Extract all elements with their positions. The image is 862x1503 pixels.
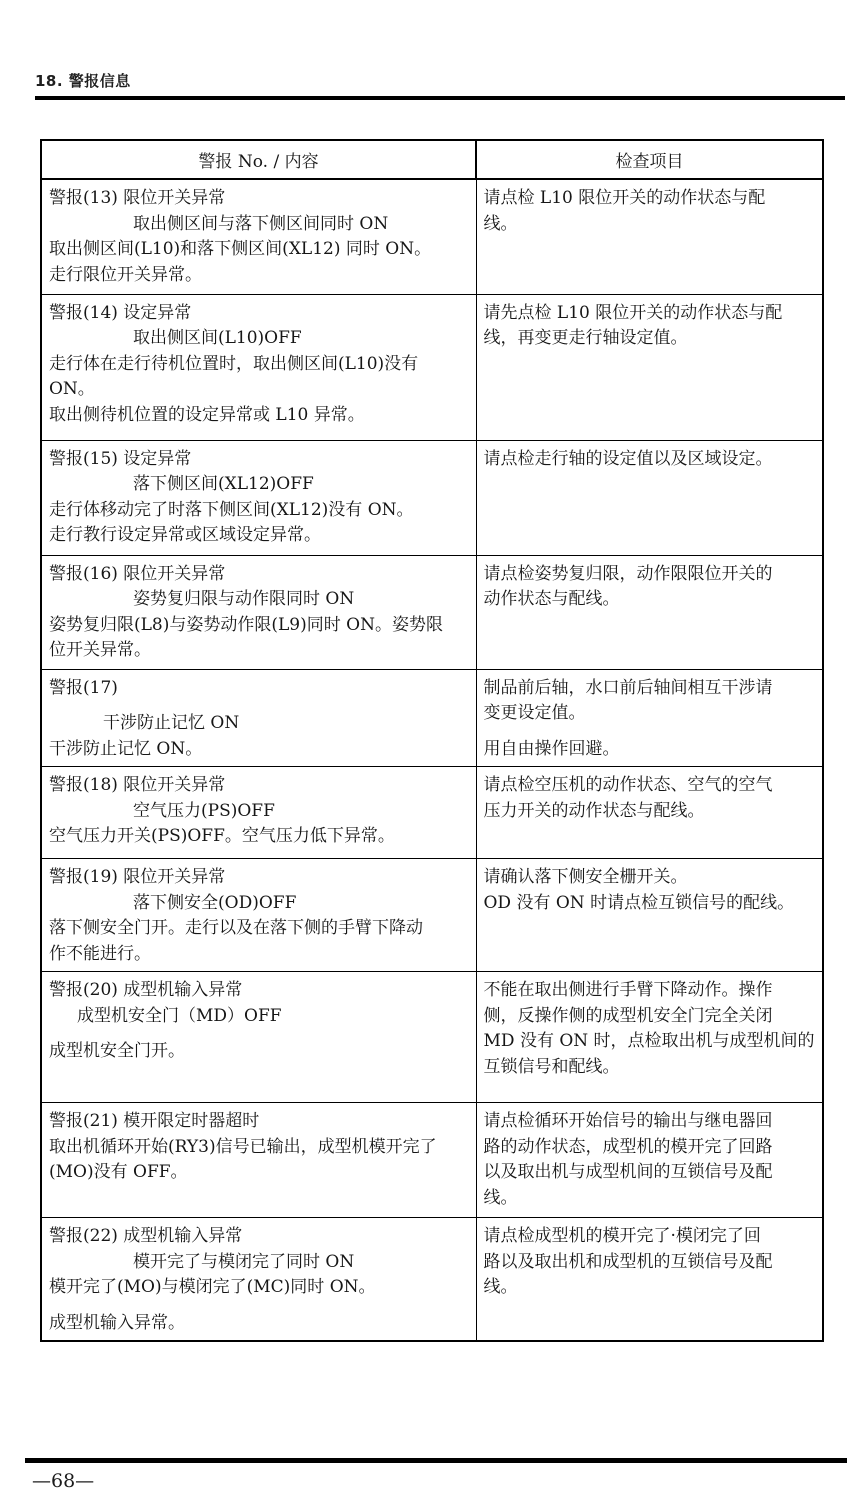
alarm-subtitle: 干涉防止记忆 ON xyxy=(103,713,240,733)
alarm-cell xyxy=(41,555,476,669)
check-item-line: 请点检空压机的动作状态、空气的空气 xyxy=(483,775,773,795)
text-line: 取出侧区间(L10)和落下侧区间(XL12) 同时 ON。 xyxy=(49,239,432,259)
alarm-cell xyxy=(41,669,476,767)
check-cell xyxy=(476,669,823,767)
check-cell xyxy=(476,179,823,294)
alarm-cell xyxy=(41,767,476,859)
alarm-title: 警报(15) 设定异常 xyxy=(49,448,192,469)
text-line: 落下侧安全门开。走行以及在落下侧的手臂下降动 xyxy=(49,918,423,938)
text-line: 走行教行设定异常或区域设定异常。 xyxy=(49,525,321,545)
check-cell xyxy=(476,1103,823,1218)
alarm-title: 警报(17) xyxy=(49,677,118,698)
alarm-cell xyxy=(41,179,476,294)
check-item-line: 以及取出机与成型机间的互锁信号及配 xyxy=(483,1162,773,1182)
text-line: 取出机循环开始(RY3)信号已输出，成型机模开完了 xyxy=(49,1136,437,1157)
alarm-title: 警报(21) 模开限定时器超时 xyxy=(49,1111,260,1131)
table-row xyxy=(41,972,823,1103)
header-cell-check: 检查项目 xyxy=(476,140,823,179)
text-line: 取出侧待机位置的设定异常或 L10 异常。 xyxy=(49,404,365,425)
check-item-line: 线。 xyxy=(483,1277,518,1297)
check-item-line: 制品前后轴，水口前后轴间相互干涉请 xyxy=(483,677,773,698)
table-row xyxy=(41,440,823,555)
table-row xyxy=(41,1103,823,1218)
text-line: 走行体在走行待机位置时，取出侧区间(L10)没有 xyxy=(49,353,419,374)
alarm-subtitle: 落下侧安全(OD)OFF xyxy=(133,892,297,913)
check-item-line: 请确认落下侧安全栅开关。 xyxy=(483,867,688,887)
footer-rule xyxy=(25,1458,847,1463)
alarm-subtitle: 取出侧区间(L10)OFF xyxy=(133,328,302,348)
text-line: 成型机安全门开。 xyxy=(49,1041,185,1061)
table-header-row xyxy=(41,140,823,179)
alarm-cell xyxy=(41,440,476,555)
text-line: 干涉防止记忆 ON。 xyxy=(49,738,203,759)
check-item-line: 路以及取出机和成型机的互锁信号及配 xyxy=(483,1251,773,1272)
table-row xyxy=(41,179,823,294)
check-item-line: 用自由操作回避。 xyxy=(483,738,620,759)
alarm-title: 警报(14) 设定异常 xyxy=(49,302,192,323)
check-item-line: 动作状态与配线。 xyxy=(483,589,620,609)
check-item-line: 线。 xyxy=(483,1187,518,1208)
check-item-line: 线。 xyxy=(483,213,518,234)
table-row xyxy=(41,1218,823,1342)
alarm-cell xyxy=(41,972,476,1103)
alarm-subtitle: 空气压力(PS)OFF xyxy=(133,800,275,821)
alarm-cell xyxy=(41,1103,476,1218)
text-line: ON。 xyxy=(49,379,95,399)
check-item-line: 请点检 L10 限位开关的动作状态与配 xyxy=(483,188,766,208)
alarm-subtitle: 落下侧区间(XL12)OFF xyxy=(133,474,314,494)
check-item-line: 线，再变更走行轴设定值。 xyxy=(483,328,688,348)
header-cell-alarm: 警报 No. / 内容 xyxy=(41,140,476,179)
check-cell xyxy=(476,859,823,972)
page-number: —68— xyxy=(32,1470,95,1492)
check-item-line: 不能在取出侧进行手臂下降动作。操作 xyxy=(483,980,773,1000)
alarm-title: 警报(13) 限位开关异常 xyxy=(49,188,226,208)
table-row xyxy=(41,669,823,767)
alarm-subtitle: 取出侧区间与落下侧区间同时 ON xyxy=(133,213,389,234)
check-cell xyxy=(476,555,823,669)
text-line: 姿势复归限(L8)与姿势动作限(L9)同时 ON。姿势限 xyxy=(49,614,443,635)
alarm-subtitle: 成型机安全门（MD）OFF xyxy=(77,1005,282,1026)
alarm-title: 警报(20) 成型机输入异常 xyxy=(49,980,243,1000)
check-cell xyxy=(476,767,823,859)
alarm-title: 警报(18) 限位开关异常 xyxy=(49,775,226,795)
check-item-line: 请点检姿势复归限，动作限限位开关的 xyxy=(483,563,773,584)
check-item-line: 请点检走行轴的设定值以及区域设定。 xyxy=(483,448,773,469)
alarm-table xyxy=(40,139,824,1342)
check-item-line: OD 没有 ON 时请点检互锁信号的配线。 xyxy=(483,892,795,913)
check-item-line: 变更设定值。 xyxy=(483,703,586,723)
section-title: 18. 警报信息 xyxy=(35,72,131,90)
text-line: 模开完了(MO)与模闭完了(MC)同时 ON。 xyxy=(49,1277,376,1297)
check-item-line: 压力开关的动作状态与配线。 xyxy=(483,800,705,821)
alarm-subtitle: 姿势复归限与动作限同时 ON xyxy=(133,589,355,609)
alarm-subtitle: 模开完了与模闭完了同时 ON xyxy=(133,1251,355,1272)
check-cell xyxy=(476,1218,823,1342)
text-line: (MO)没有 OFF。 xyxy=(49,1162,188,1182)
alarm-title: 警报(19) 限位开关异常 xyxy=(49,867,226,887)
check-cell xyxy=(476,440,823,555)
check-item-line: 侧，反操作侧的成型机安全门完全关闭 xyxy=(483,1005,773,1026)
alarm-cell xyxy=(41,1218,476,1342)
header-rule xyxy=(35,96,845,100)
check-item-line: 路的动作状态，成型机的模开完了回路 xyxy=(483,1136,773,1157)
check-item-line: 互锁信号和配线。 xyxy=(483,1056,620,1077)
alarm-title: 警报(16) 限位开关异常 xyxy=(49,563,226,584)
text-line: 成型机输入异常。 xyxy=(49,1312,185,1333)
text-line: 走行体移动完了时落下侧区间(XL12)没有 ON。 xyxy=(49,499,414,520)
table-row xyxy=(41,294,823,440)
alarm-cell xyxy=(41,859,476,972)
check-cell xyxy=(476,294,823,440)
table-row xyxy=(41,767,823,859)
check-cell xyxy=(476,972,823,1103)
text-line: 位开关异常。 xyxy=(49,640,151,660)
alarm-cell xyxy=(41,294,476,440)
check-item-line: 请点检成型机的模开完了·模闭完了回 xyxy=(483,1226,761,1246)
text-line: 空气压力开关(PS)OFF。空气压力低下异常。 xyxy=(49,826,395,846)
check-item-line: 请先点检 L10 限位开关的动作状态与配 xyxy=(483,302,783,323)
check-item-line: 请点检循环开始信号的输出与继电器回 xyxy=(483,1111,773,1131)
check-item-line: MD 没有 ON 时，点检取出机与成型机间的 xyxy=(483,1031,815,1051)
table-row xyxy=(41,859,823,972)
text-line: 走行限位开关异常。 xyxy=(49,264,202,285)
text-line: 作不能进行。 xyxy=(49,943,151,964)
alarm-title: 警报(22) 成型机输入异常 xyxy=(49,1226,243,1246)
table-row xyxy=(41,555,823,669)
